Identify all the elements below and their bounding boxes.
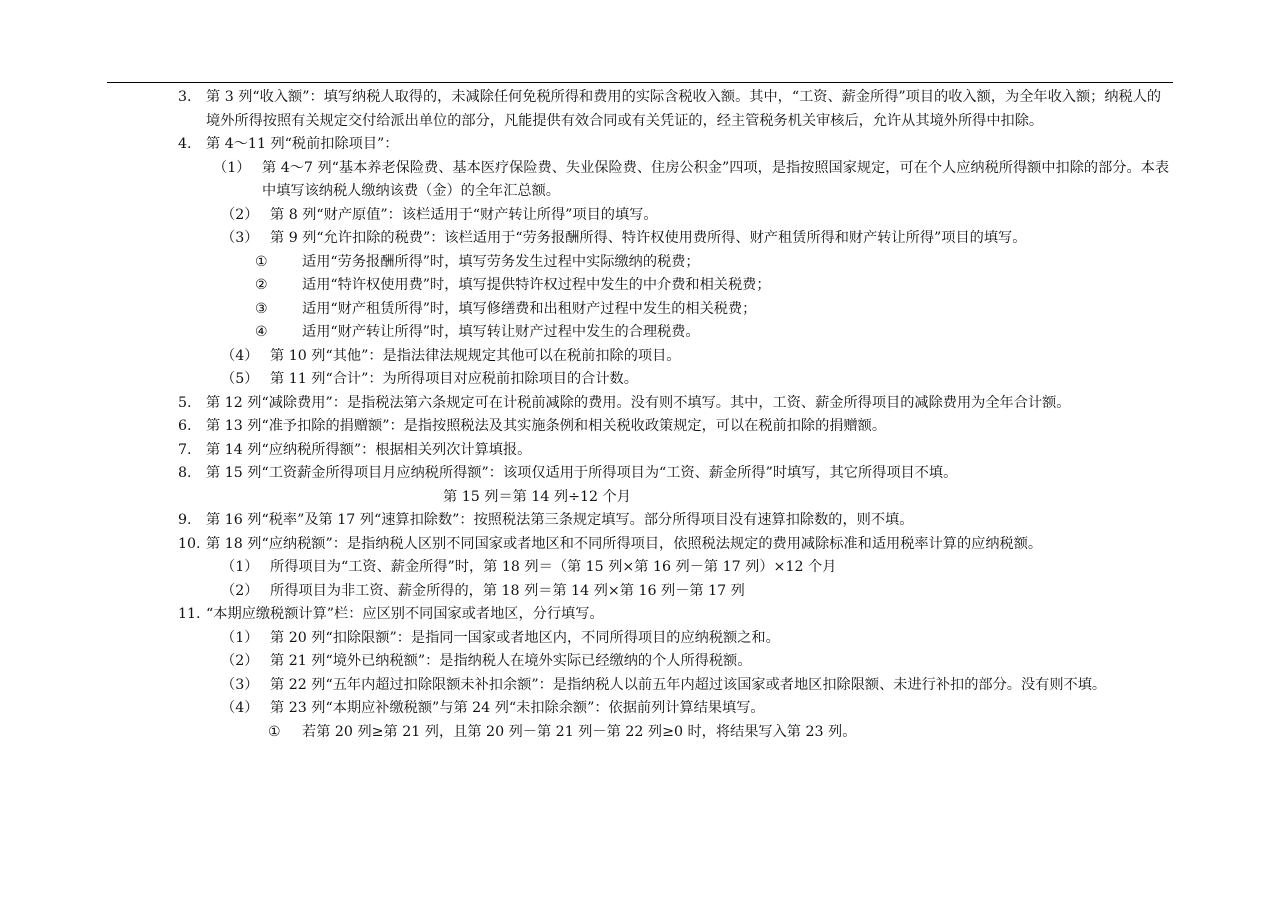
item-number: ③ bbox=[255, 300, 268, 317]
list-item bbox=[178, 204, 1174, 228]
item-number: 10. bbox=[178, 535, 201, 552]
list-item bbox=[178, 251, 1174, 275]
item-number: （1） bbox=[221, 559, 259, 575]
list-item bbox=[178, 439, 1174, 463]
list-item bbox=[178, 721, 1174, 745]
item-text: 第 13 列“准予扣除的捐赠额”：是指按照税法及其实施条例和相关税收政策规定，可以在税前扣除的捐赠额。 bbox=[206, 418, 887, 434]
item-number: （4） bbox=[221, 347, 259, 364]
item-number: 9. bbox=[178, 512, 192, 528]
list-item bbox=[178, 462, 1174, 486]
item-number: ① bbox=[255, 253, 268, 270]
list-item bbox=[178, 509, 1174, 533]
list-item bbox=[178, 603, 1174, 627]
item-number: （1） bbox=[221, 629, 259, 646]
item-number: ② bbox=[255, 277, 268, 293]
list-item bbox=[178, 227, 1174, 251]
item-text: 适用“劳务报酬所得”时，填写劳务发生过程中实际缴纳的税费； bbox=[302, 253, 700, 270]
item-number: （4） bbox=[221, 700, 259, 716]
list-item bbox=[178, 86, 1174, 133]
item-number: 5. bbox=[178, 394, 192, 411]
list-item bbox=[178, 345, 1174, 369]
item-text: 第 11 列“合计”：为所得项目对应税前扣除项目的合计数。 bbox=[270, 371, 638, 387]
item-number: （2） bbox=[221, 582, 259, 599]
item-text: 第 4～7 列“基本养老保险费、基本医疗保险费、失业保险费、住房公积金”四项，是指按照国家规定，可在个人应纳税所得额中扣除的部分。本表中填写该纳税人缴纳该费（金）的全年汇总额。 bbox=[262, 159, 1170, 199]
list-item bbox=[178, 533, 1174, 557]
item-text: 第 23 列“本期应补缴税额”与第 24 列“未扣除余额”：依据前列计算结果填写。 bbox=[270, 700, 765, 716]
list-item bbox=[178, 627, 1174, 651]
item-number: （2） bbox=[221, 206, 259, 223]
list-item bbox=[178, 556, 1174, 580]
item-number: 4. bbox=[178, 136, 192, 152]
item-text: 若第 20 列≥第 21 列，且第 20 列－第 21 列－第 22 列≥0 时，将结果写入第 23 列。 bbox=[302, 723, 857, 740]
item-text: 第 21 列“境外已纳税额”：是指纳税人在境外实际已经缴纳的个人所得税额。 bbox=[270, 653, 752, 669]
list-item bbox=[178, 650, 1174, 674]
item-text: 第 3 列“收入额”：填写纳税人取得的，未减除任何免税所得和费用的实际含税收入额。其中，“工资、薪金所得”项目的收入额，为全年收入额；纳税人的境外所得按照有关规定交付给派出单位的部分，凡能提供有效合同或有关凭证的，经主管税务机关审核后，允许从其境外所得中扣除。 bbox=[206, 89, 1162, 129]
item-text: 第 16 列“税率”及第 17 列“速算扣除数”：按照税法第三条规定填写。部分所得项目没有速算扣除数的，则不填。 bbox=[206, 512, 914, 528]
list-item bbox=[178, 368, 1174, 392]
item-text: 第 15 列“工资薪金所得项目月应纳税所得额”：该项仅适用于所得项目为“工资、薪金所得”时填写，其它所得项目不填。 bbox=[206, 465, 958, 481]
item-number: 7. bbox=[178, 441, 192, 458]
header-rule bbox=[107, 82, 1173, 83]
formula-line bbox=[178, 486, 1174, 510]
item-text: 第 20 列“扣除限额”：是指同一国家或者地区内，不同所得项目的应纳税额之和。 bbox=[270, 629, 780, 646]
list-item bbox=[178, 298, 1174, 322]
item-number: 6. bbox=[178, 418, 192, 434]
document-body bbox=[178, 86, 1174, 744]
item-number: ④ bbox=[255, 324, 268, 340]
list-item bbox=[178, 415, 1174, 439]
item-text: 第 18 列“应纳税额”：是指纳税人区别不同国家或者地区和不同所得项目，依照税法规定的费用减除标准和适用税率计算的应纳税额。 bbox=[206, 535, 1043, 552]
list-item bbox=[178, 157, 1174, 204]
item-text: 第 4～11 列“税前扣除项目”： bbox=[206, 136, 399, 152]
item-text: 第 8 列“财产原值”：该栏适用于“财产转让所得”项目的填写。 bbox=[270, 206, 658, 223]
item-text: 适用“财产转让所得”时，填写转让财产过程中发生的合理税费。 bbox=[302, 324, 700, 340]
formula-text: 第 15 列＝第 14 列÷12 个月 bbox=[443, 488, 631, 505]
list-item bbox=[178, 580, 1174, 604]
item-number: （3） bbox=[221, 230, 259, 246]
list-item bbox=[178, 697, 1174, 721]
item-text: 所得项目为“工资、薪金所得”时，第 18 列＝（第 15 列×第 16 列－第 17 列）×12 个月 bbox=[270, 559, 837, 575]
item-text: 第 10 列“其他”：是指法律法规规定其他可以在税前扣除的项目。 bbox=[270, 347, 681, 364]
item-number: （2） bbox=[221, 653, 259, 669]
item-number: （5） bbox=[221, 371, 259, 387]
item-text: 第 9 列“允许扣除的税费”：该栏适用于“劳务报酬所得、特许权使用费所得、财产租赁所得和财产转让所得”项目的填写。 bbox=[270, 230, 1027, 246]
list-item bbox=[178, 321, 1174, 345]
list-item bbox=[178, 274, 1174, 298]
item-text: “本期应缴税额计算”栏：应区别不同国家或者地区，分行填写。 bbox=[206, 606, 604, 622]
item-number: （3） bbox=[221, 676, 259, 693]
item-number: 11. bbox=[178, 606, 201, 622]
list-item bbox=[178, 133, 1174, 157]
item-text: 第 14 列“应纳税所得额”：根据相关列次计算填报。 bbox=[206, 441, 532, 458]
list-item bbox=[178, 674, 1174, 698]
item-text: 第 12 列“减除费用”：是指税法第六条规定可在计税前减除的费用。没有则不填写。其中，工资、薪金所得项目的减除费用为全年合计额。 bbox=[206, 394, 1071, 411]
list-item bbox=[178, 392, 1174, 416]
item-text: 适用“特许权使用费”时，填写提供特许权过程中发生的中介费和相关税费； bbox=[302, 277, 771, 293]
item-text: 所得项目为非工资、薪金所得的，第 18 列＝第 14 列×第 16 列－第 17 列 bbox=[270, 582, 745, 599]
item-number: ① bbox=[268, 723, 281, 740]
item-text: 第 22 列“五年内超过扣除限额未补扣余额”：是指纳税人以前五年内超过该国家或者地区扣除限额、未进行补扣的部分。没有则不填。 bbox=[270, 676, 1107, 693]
item-number: 3. bbox=[178, 89, 192, 105]
item-text: 适用“财产租赁所得”时，填写修缮费和出租财产过程中发生的相关税费； bbox=[302, 300, 757, 317]
item-number: （1） bbox=[213, 159, 251, 176]
item-number: 8. bbox=[178, 465, 192, 481]
